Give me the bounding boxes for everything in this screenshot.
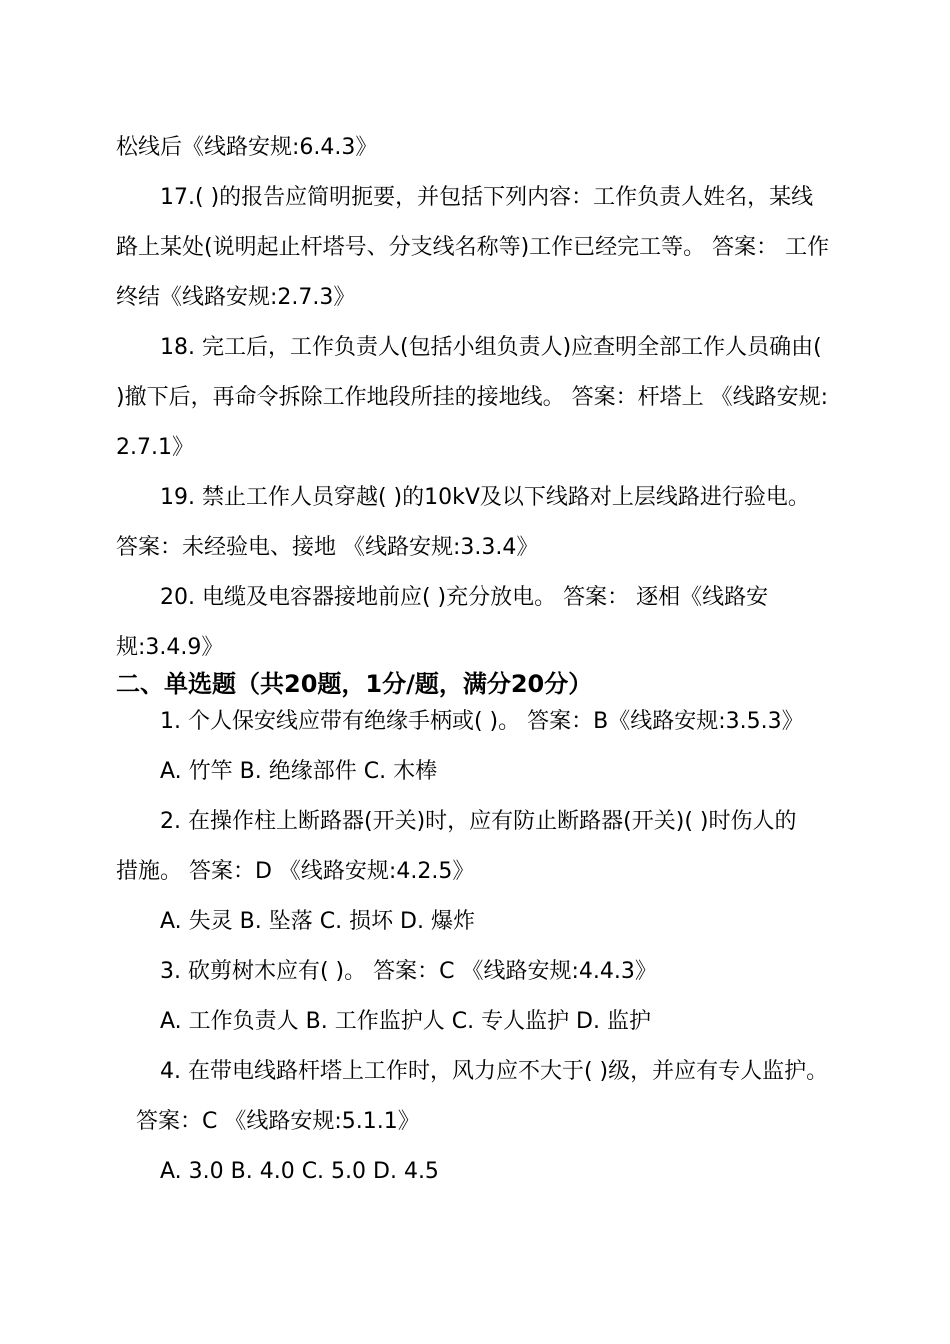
mc-options-3: A. 工作负责人 B. 工作监护人 C. 专人监护 D. 监护: [160, 1009, 651, 1034]
text-line: 答案：未经验电、接地 《线路安规:3.3.4》: [116, 535, 539, 560]
mc-question-1: 1. 个人保安线应带有绝缘手柄或( )。 答案：B《线路安规:3.5.3》: [160, 709, 804, 734]
text-line: 终结《线路安规:2.7.3》: [116, 285, 356, 310]
text-line: 答案：C 《线路安规:5.1.1》: [136, 1109, 420, 1134]
mc-question-3: 3. 砍剪树木应有( )。 答案：C 《线路安规:4.4.3》: [160, 959, 657, 984]
mc-options-1: A. 竹竿 B. 绝缘部件 C. 木棒: [160, 759, 438, 784]
mc-question-4: 4. 在带电线路杆塔上工作时，风力应不大于( )级，并应有专人监护。: [160, 1059, 829, 1084]
text-line: 路上某处(说明起止杆塔号、分支线名称等)工作已经完工等。 答案： 工作: [116, 235, 830, 260]
text-line: 规:3.4.9》: [116, 635, 224, 660]
question-19: 19. 禁止工作人员穿越( )的10kV及以下线路对上层线路进行验电。: [160, 485, 810, 510]
mc-options-4: A. 3.0 B. 4.0 C. 5.0 D. 4.5: [160, 1159, 439, 1184]
question-18: 18. 完工后，工作负责人(包括小组负责人)应查明全部工作人员确由(: [160, 335, 822, 360]
text-line: 措施。 答案：D 《线路安规:4.2.5》: [116, 859, 475, 884]
question-17: 17.( )的报告应简明扼要，并包括下列内容：工作负责人姓名，某线: [160, 185, 814, 210]
text-line: )撤下后，再命令拆除工作地段所挂的接地线。 答案：杆塔上 《线路安规:: [116, 385, 828, 410]
text-line: 2.7.1》: [116, 435, 194, 460]
mc-options-2: A. 失灵 B. 坠落 C. 损坏 D. 爆炸: [160, 909, 475, 934]
mc-question-2: 2. 在操作柱上断路器(开关)时，应有防止断路器(开关)( )时伤人的: [160, 809, 797, 834]
question-20: 20. 电缆及电容器接地前应( )充分放电。 答案： 逐相《线路安: [160, 585, 769, 610]
text-line: 松线后《线路安规:6.4.3》: [116, 135, 378, 160]
section-heading: 二、单选题（共20题，1分/题，满分20分）: [116, 670, 593, 698]
